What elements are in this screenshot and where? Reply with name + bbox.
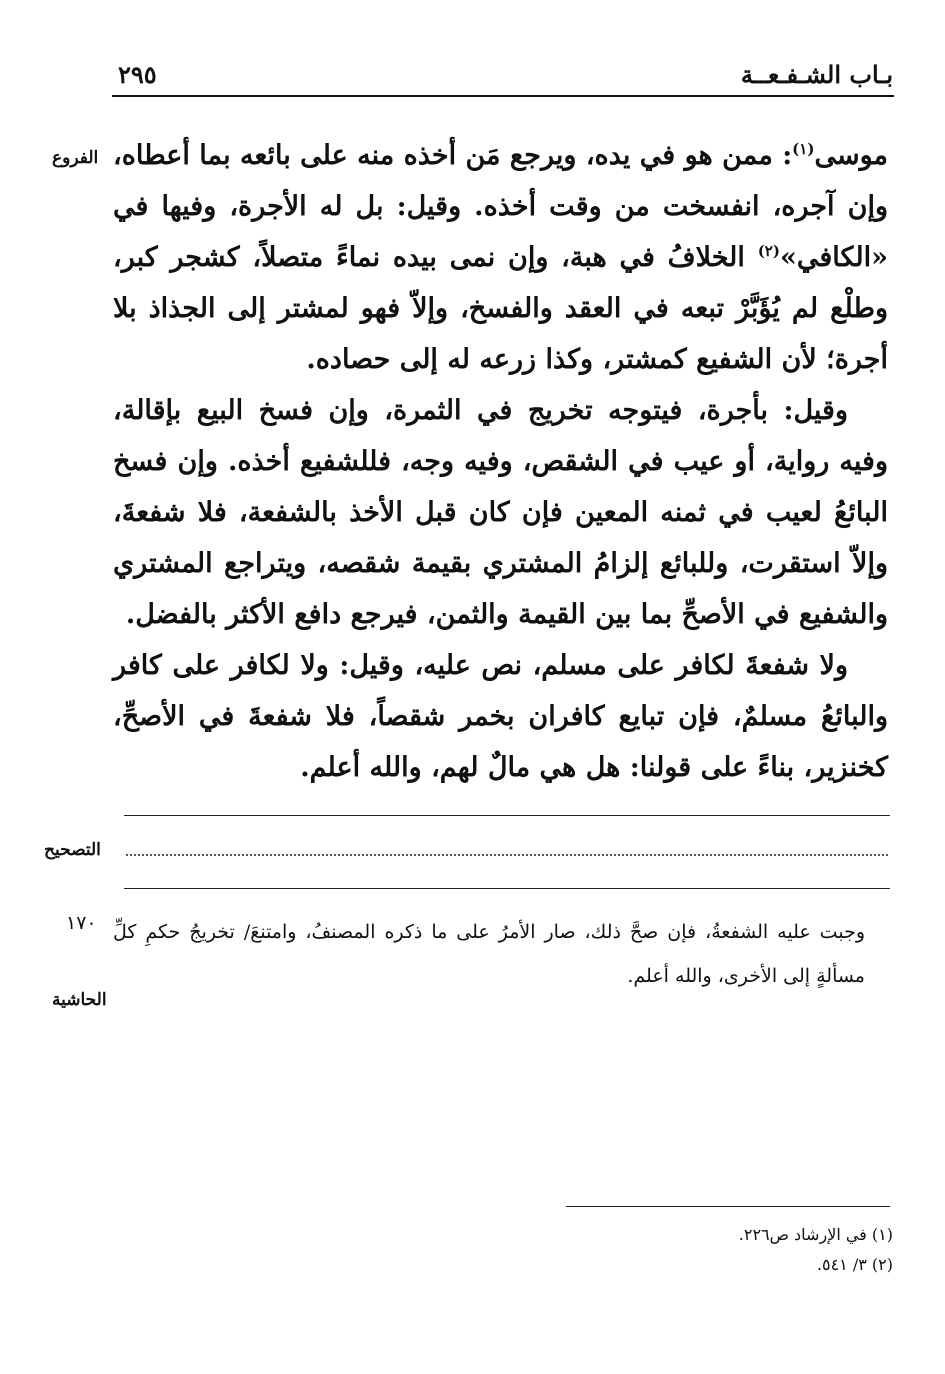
paragraph-2: وقيل: بأجرة، فيتوجه تخريج في الثمرة، وإن فسخ البيع بإقالة، وفيه رواية، أو عيب في الشقص، وفيه وجه، فللشفيع أخذه. وإن فسخ البائعُ لعيب في ثمنه المعين فإن كان قبل الأخذ بالشفعة، فلا شفعةَ، وإلاّ استقرت، وللبائع إلزامُ المشتري بقيمة شقصه، ويتراجع المشتري والشفيع في الأصحِّ بما بين القيمة والثمن، فيرجع دافع الأكثر بالفضل. [113, 395, 888, 630]
p1-middle: : ممن هو في يده، ويرجع مَن أخذه منه على بائعه بما أعطاه، وإن آجره، انفسخت من وقت أخذه. وقيل: بل له الأجرة، وفيها في «الكافي» [113, 140, 888, 273]
tashih-dotted-line [126, 854, 888, 856]
hashiya-number: ١٧٠ [66, 912, 97, 934]
header-rule [112, 95, 894, 97]
footnote-1: (١) في الإرشاد ص٢٢٦. [738, 1225, 893, 1244]
margin-label-tashih: التصحيح [44, 840, 101, 860]
paragraph-1 [113, 130, 888, 385]
tashih-bottom-rule [124, 888, 890, 889]
margin-label-furu: الفروع [52, 148, 99, 168]
footnote-2: (٢) ٣/ ٥٤١. [816, 1255, 893, 1274]
footnotes [193, 1220, 893, 1280]
tashih-top-rule [124, 815, 890, 816]
paragraph-3: ولا شفعةَ لكافر على مسلم، نص عليه، وقيل: ولا لكافر على كافر والبائعُ مسلمٌ، فإن تبايع كافران بخمر شقصاً، فلا شفعةَ في الأصحِّ، كخنزير، بناءً على قولنا: هل هي مالٌ لهم، والله أعلم. [113, 650, 888, 783]
main-text [113, 130, 888, 793]
page-number: ٢٩٥ [118, 60, 157, 89]
p1-end: الخلافُ في هبة، وإن نمى بيده نماءً متصلاً، كشجر كبر، وطلْع لم يُؤَبَّرْ تبعه في العقد والفسخ، وإلاّ فهو لمشتر إلى الجذاذ بلا أجرة؛ لأن الشفيع كمشتر، وكذا زرعه له إلى حصاده. [113, 242, 888, 375]
footnote-ref-2: (٢) [757, 242, 780, 260]
p1-start: موسى [814, 140, 888, 171]
footnote-separator [566, 1206, 890, 1207]
hashiya-text: وجبت عليه الشفعةُ، فإن صحَّ ذلك، صار الأمرُ على ما ذكره المصنفُ، وامتنعَ/ تخريجُ حكمِ كلِّ مسألةٍ إلى الأخرى، والله أعلم. [113, 921, 865, 987]
margin-label-hashiya: الحاشية [52, 990, 107, 1010]
footnote-ref-1: (١) [792, 140, 815, 158]
page-title: بـاب الشـفـعــة [740, 60, 893, 89]
